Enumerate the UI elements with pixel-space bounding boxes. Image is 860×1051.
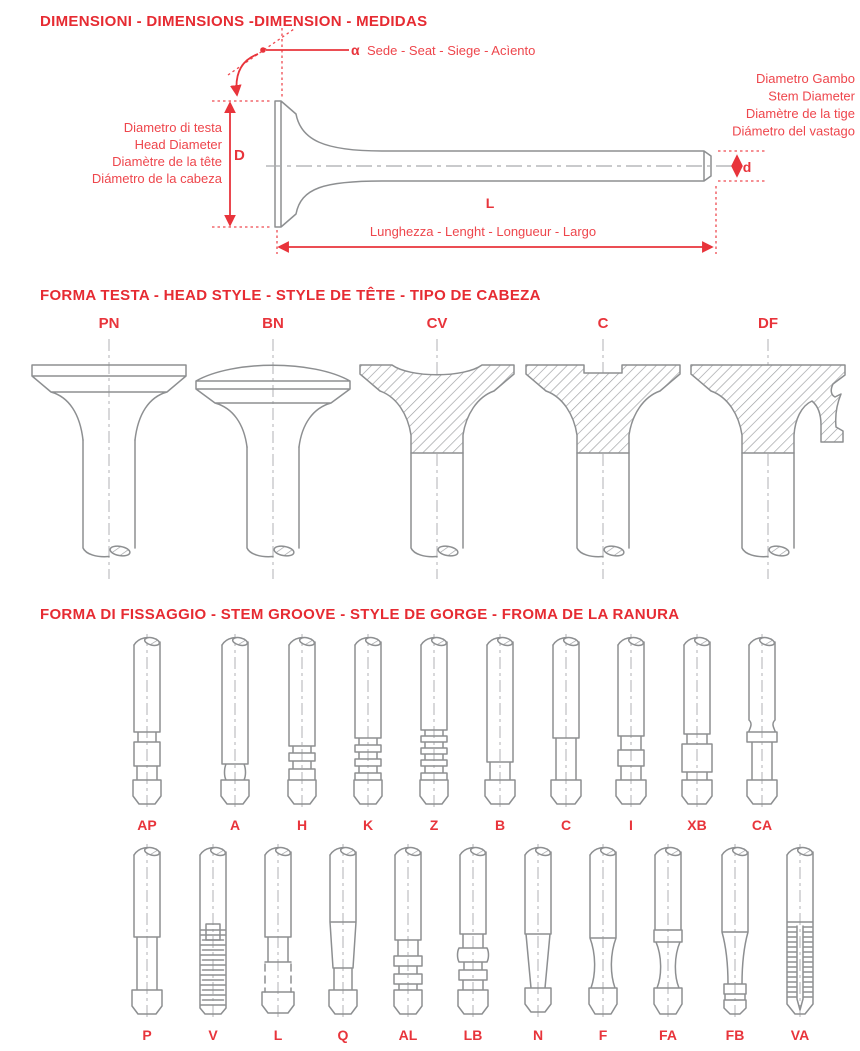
valve-head-drawing-CV xyxy=(352,335,522,585)
dimension-annotations xyxy=(212,28,766,254)
head-style-section-title: FORMA TESTA - HEAD STYLE - STYLE DE TÊTE - TIPO DE CABEZA xyxy=(40,287,541,304)
valve-dimension-diagram xyxy=(0,20,860,268)
stem-groove-code: C xyxy=(560,817,572,833)
stem-groove-code: AP xyxy=(137,817,157,833)
stem-groove-figure-FB xyxy=(702,842,768,1043)
head-diameter-label-line3: Diamètre de la tête xyxy=(112,154,222,169)
stem-groove-figure-VA xyxy=(767,842,833,1043)
stem-groove-drawing-VA xyxy=(767,842,833,1020)
stem-groove-figure-XB xyxy=(664,632,730,833)
seat-angle-arc xyxy=(236,54,258,95)
valve-head-drawing-C xyxy=(518,335,688,585)
stem-groove-figure-AP xyxy=(114,632,180,833)
stem-groove-code: Z xyxy=(429,817,439,833)
head-style-code: CV xyxy=(426,315,448,332)
stem-groove-drawing-FB xyxy=(702,842,768,1020)
stem-groove-figure-C xyxy=(533,632,599,833)
stem-groove-code: H xyxy=(296,817,308,833)
stem-groove-drawing-F xyxy=(570,842,636,1020)
stem-groove-drawing-N xyxy=(505,842,571,1020)
stem-groove-code: AL xyxy=(398,1027,418,1043)
stem-groove-drawing-L xyxy=(245,842,311,1020)
head-style-code: BN xyxy=(262,315,284,332)
stem-groove-figure-N xyxy=(505,842,571,1043)
stem-groove-code: P xyxy=(142,1027,152,1043)
stem-groove-code: F xyxy=(598,1027,608,1043)
stem-groove-drawing-AP xyxy=(114,632,180,810)
head-style-figure-BN xyxy=(188,315,358,590)
head-style-figure-PN xyxy=(24,315,194,590)
stem-groove-code: FA xyxy=(659,1027,677,1043)
stem-groove-drawing-LB xyxy=(440,842,506,1020)
head-diameter-label-line2: Head Diameter xyxy=(134,137,222,152)
stem-diameter-label-line2: Stem Diameter xyxy=(768,88,855,104)
stem-groove-figure-P xyxy=(114,842,180,1043)
head-style-code: PN xyxy=(98,315,120,332)
stem-groove-figure-I xyxy=(598,632,664,833)
stem-groove-code: VA xyxy=(790,1027,810,1043)
stem-groove-figure-Q xyxy=(310,842,376,1043)
stem-groove-figure-V xyxy=(180,842,246,1043)
stem-groove-figure-Z xyxy=(401,632,467,833)
stem-groove-drawing-C xyxy=(533,632,599,810)
seat-label: Sede - Seat - Siege - Acìento xyxy=(367,43,536,58)
seat-point-dot xyxy=(260,47,266,53)
stem-diameter-label-line3: Diamètre de la tige xyxy=(745,106,855,121)
head-style-code: C xyxy=(597,315,609,332)
stem-groove-figure-F xyxy=(570,842,636,1043)
stem-groove-drawing-FA xyxy=(635,842,701,1020)
stem-groove-drawing-B xyxy=(467,632,533,810)
stem-groove-figure-B xyxy=(467,632,533,833)
head-style-figure-DF xyxy=(683,315,853,590)
stem-groove-code: FB xyxy=(725,1027,745,1043)
valve-head-drawing-PN xyxy=(24,335,194,585)
stem-groove-figure-CA xyxy=(729,632,795,833)
valve-head-drawing-BN xyxy=(188,335,358,585)
length-label: Lunghezza - Lenght - Longueur - Largo xyxy=(369,224,597,239)
head-style-figure-C xyxy=(518,315,688,590)
head-diameter-label-line4: Diámetro de la cabeza xyxy=(91,171,222,186)
stem-groove-drawing-I xyxy=(598,632,664,810)
stem-groove-drawing-H xyxy=(269,632,335,810)
dimensions-section-title: DIMENSIONI - DIMENSIONS -DIMENSION - MEDIDAS xyxy=(40,13,428,30)
stem-diameter-letter: d xyxy=(742,159,752,175)
stem-groove-drawing-Q xyxy=(310,842,376,1020)
stem-groove-drawing-V xyxy=(180,842,246,1020)
stem-groove-code: K xyxy=(362,817,374,833)
stem-groove-code: B xyxy=(494,817,506,833)
head-diameter-letter: D xyxy=(234,147,245,164)
stem-diameter-label-line1: Diametro Gambo xyxy=(756,71,855,86)
stem-groove-figure-FA xyxy=(635,842,701,1043)
stem-groove-drawing-P xyxy=(114,842,180,1020)
stem-groove-code: V xyxy=(208,1027,218,1043)
head-style-figure-CV xyxy=(352,315,522,590)
stem-groove-figure-A xyxy=(202,632,268,833)
valve-outline xyxy=(266,101,732,227)
stem-groove-code: LB xyxy=(463,1027,483,1043)
stem-groove-drawing-AL xyxy=(375,842,441,1020)
stem-groove-drawing-K xyxy=(335,632,401,810)
stem-groove-figure-AL xyxy=(375,842,441,1043)
stem-groove-drawing-CA xyxy=(729,632,795,810)
stem-groove-code: A xyxy=(229,817,241,833)
stem-groove-code: N xyxy=(532,1027,544,1043)
stem-diameter-label-line4: Diámetro del vastago xyxy=(732,123,855,139)
stem-groove-code: CA xyxy=(751,817,773,833)
stem-groove-figure-L xyxy=(245,842,311,1043)
stem-groove-code: I xyxy=(629,817,633,833)
alpha-symbol: α xyxy=(351,42,360,58)
stem-groove-code: XB xyxy=(687,817,707,833)
stem-groove-drawing-XB xyxy=(664,632,730,810)
stem-groove-code: Q xyxy=(337,1027,349,1043)
head-style-code: DF xyxy=(758,315,778,332)
stem-groove-figure-LB xyxy=(440,842,506,1043)
stem-groove-figure-K xyxy=(335,632,401,833)
stem-groove-code: L xyxy=(273,1027,283,1043)
stem-groove-drawing-Z xyxy=(401,632,467,810)
valve-head-drawing-DF xyxy=(683,335,853,585)
stem-groove-figure-H xyxy=(269,632,335,833)
stem-groove-section-title: FORMA DI FISSAGGIO - STEM GROOVE - STYLE DE GORGE - FROMA DE LA RANURA xyxy=(40,606,680,623)
head-diameter-label-line1: Diametro di testa xyxy=(123,120,222,135)
stem-groove-drawing-A xyxy=(202,632,268,810)
length-letter: L xyxy=(485,195,495,211)
